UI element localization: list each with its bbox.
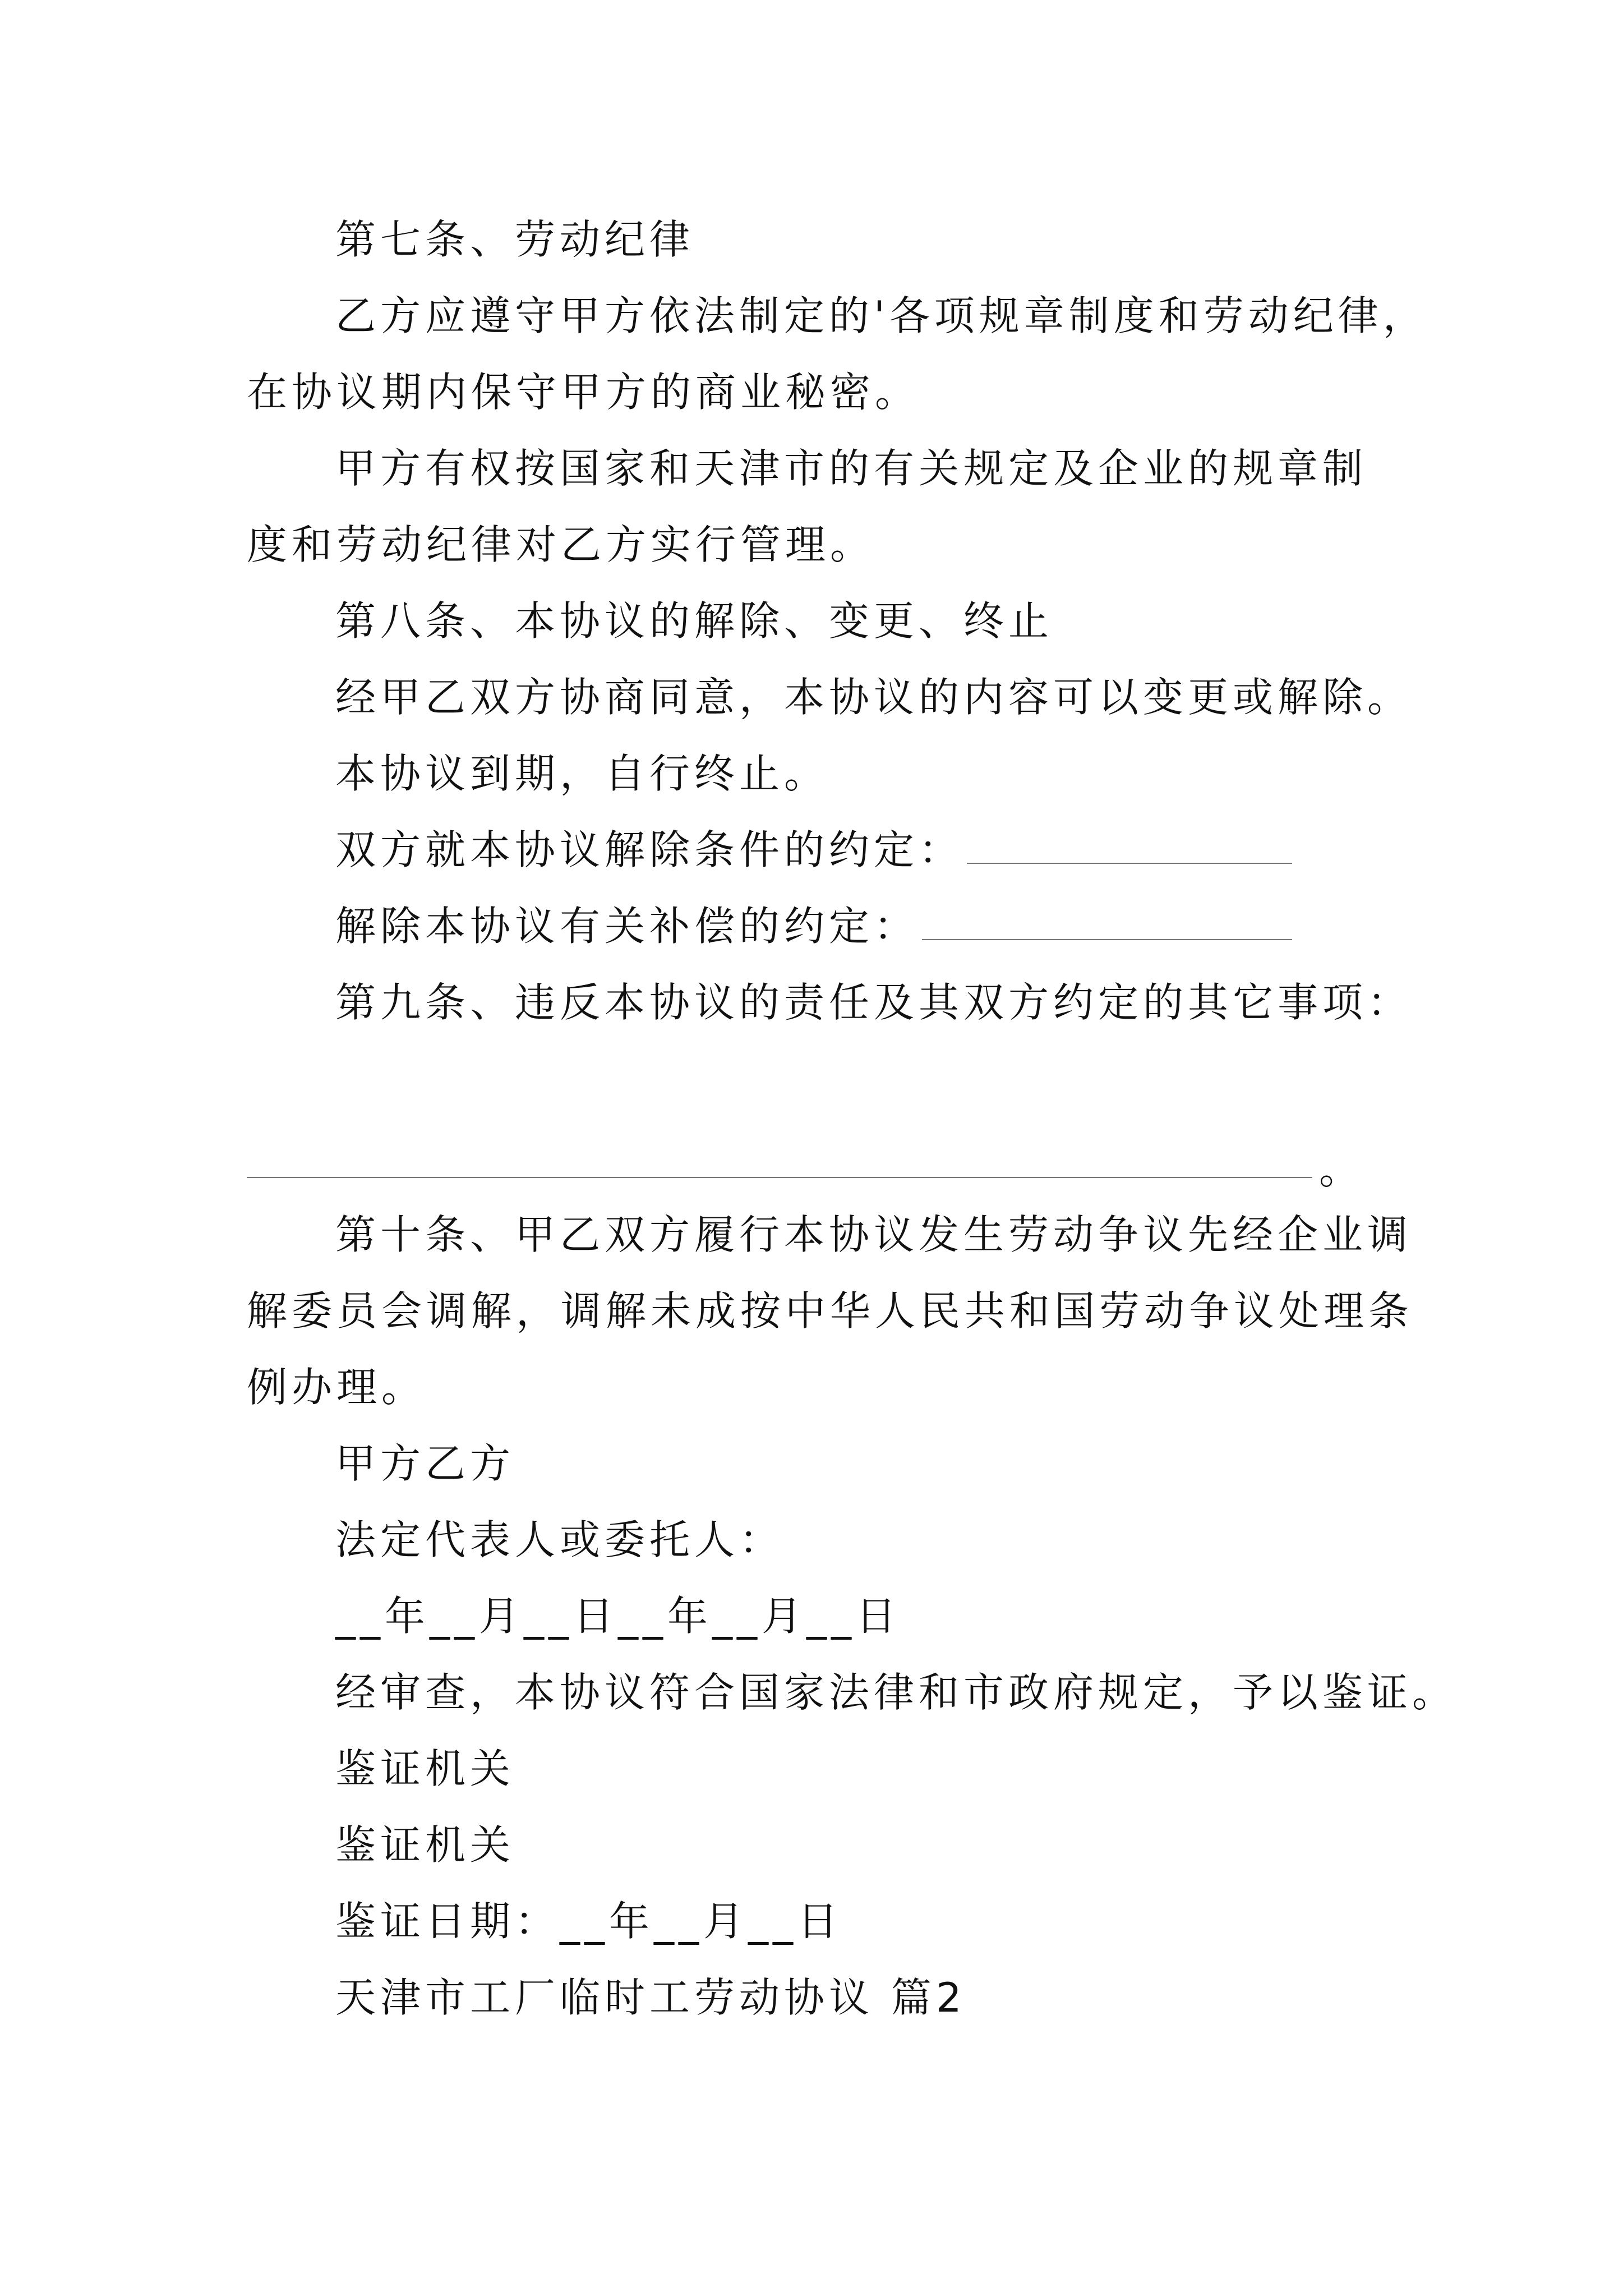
article9-blank-line <box>247 1177 1312 1178</box>
signature-representative: 法定代表人或委托人： <box>335 1516 785 1563</box>
article7-para2-line1: 甲方有权按国家和天津市的有关规定及企业的规章制 <box>335 445 1368 492</box>
termination-conditions-label: 双方就本协议解除条件的约定： <box>335 826 964 873</box>
article10-line1: 第十条、甲乙双方履行本协议发生劳动争议先经企业调 <box>335 1211 1413 1258</box>
article8-compensation <box>335 901 1292 951</box>
article9-period: 。 <box>1319 1146 1360 1193</box>
review-statement: 经审查，本协议符合国家法律和市政府规定，予以鉴证。 <box>335 1669 1458 1716</box>
article9-heading: 第九条、违反本协议的责任及其双方约定的其它事项： <box>335 979 1413 1026</box>
authentication-date: 鉴证日期：__年__月__日 <box>335 1898 843 1945</box>
compensation-blank <box>922 905 1292 940</box>
article7-para1-line2: 在协议期内保守甲方的商业秘密。 <box>247 369 920 416</box>
article8-line2: 本协议到期，自行终止。 <box>335 750 829 797</box>
article7-heading: 第七条、劳动纪律 <box>335 216 695 263</box>
compensation-label: 解除本协议有关补偿的约定： <box>335 903 919 950</box>
article7-para1-line1: 乙方应遵守甲方依法制定的'各项规章制度和劳动纪律， <box>335 292 1428 339</box>
article8-termination-conditions <box>335 825 1292 875</box>
authentication-authority-1: 鉴证机关 <box>335 1745 515 1792</box>
article7-para2-line2: 度和劳动纪律对乙方实行管理。 <box>247 521 875 568</box>
article8-line1: 经甲乙双方协商同意，本协议的内容可以变更或解除。 <box>335 674 1413 721</box>
termination-conditions-blank <box>967 829 1292 864</box>
article8-heading: 第八条、本协议的解除、变更、终止 <box>335 597 1054 645</box>
signature-dates: __年__月__日__年__月__日 <box>335 1593 901 1640</box>
article10-line2: 解委员会调解，调解未成按中华人民共和国劳动争议处理条 <box>247 1287 1414 1335</box>
authentication-authority-2: 鉴证机关 <box>335 1821 515 1869</box>
next-section-title: 天津市工厂临时工劳动协议 篇2 <box>335 1974 966 2021</box>
signature-parties: 甲方乙方 <box>335 1440 515 1487</box>
article10-line3: 例办理。 <box>247 1364 427 1411</box>
